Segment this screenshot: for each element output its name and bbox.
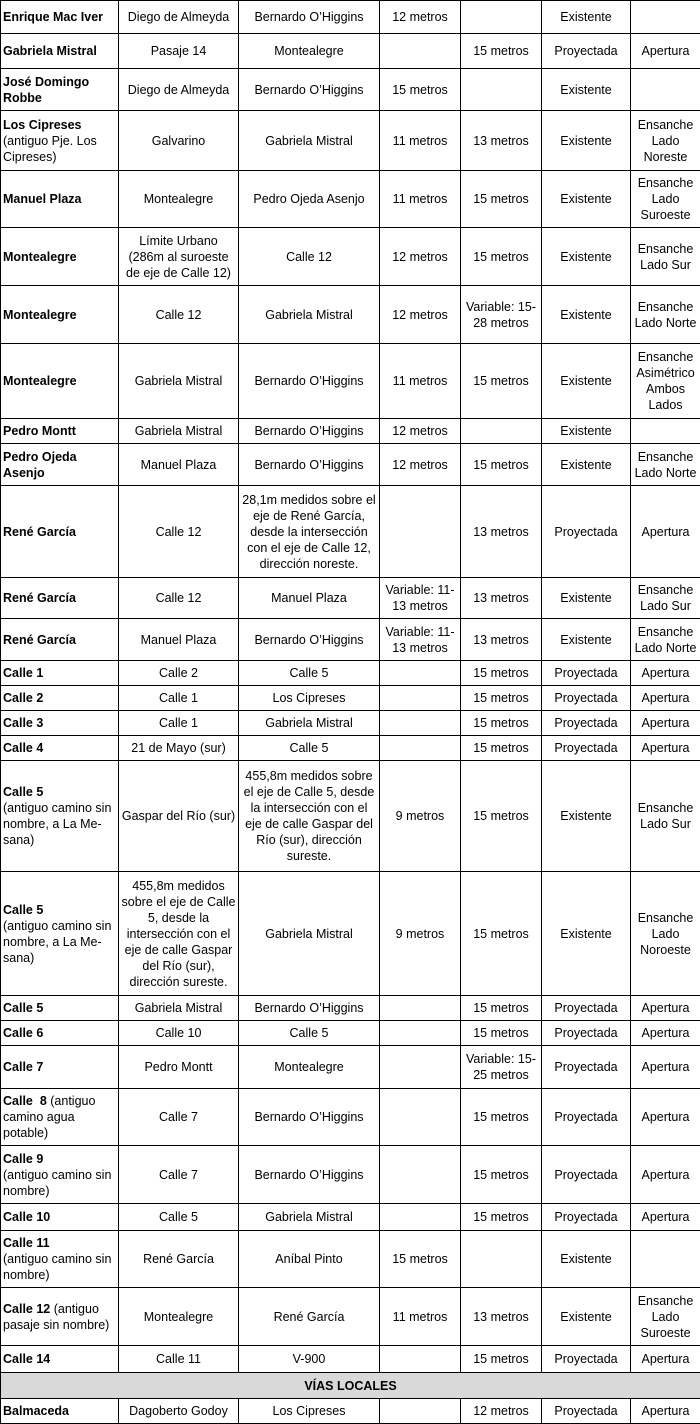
from-cell: René García (119, 1231, 239, 1288)
current-width-cell: 12 metros (380, 444, 461, 486)
type-cell (631, 1231, 700, 1288)
street-name: Calle 4 (3, 741, 43, 755)
current-width-cell (380, 736, 461, 761)
table-row (1, 1399, 700, 1424)
street-name: Calle 6 (3, 1026, 43, 1040)
street-name: Los Cipreses (3, 118, 82, 132)
current-width-cell: 12 metros (380, 419, 461, 444)
from-cell: Gabriela Mistral (119, 344, 239, 419)
street-name: Calle 10 (3, 1210, 50, 1224)
current-width-cell: 15 metros (380, 1231, 461, 1288)
street-name-cell (1, 686, 119, 711)
type-cell: Ensanche Lado Sur (631, 228, 700, 286)
type-cell: Ensanche Lado Noreste (631, 111, 700, 171)
status-cell: Proyectada (542, 1399, 631, 1424)
street-name: Calle 14 (3, 1352, 50, 1366)
street-name-cell (1, 1021, 119, 1046)
type-cell: Ensanche Lado Sur (631, 578, 700, 619)
type-cell: Ensanche Lado Norte (631, 619, 700, 661)
street-note: (antiguo camino sin nombre) (3, 1252, 111, 1282)
street-name-cell (1, 286, 119, 344)
table-row (1, 344, 700, 419)
table-row (1, 111, 700, 171)
table-row (1, 711, 700, 736)
from-cell: Calle 2 (119, 661, 239, 686)
type-cell: Apertura (631, 486, 700, 578)
current-width-cell: 11 metros (380, 171, 461, 228)
table-row (1, 419, 700, 444)
street-name: Calle 3 (3, 716, 43, 730)
street-name: Enrique Mac Iver (3, 10, 103, 24)
type-cell: Apertura (631, 686, 700, 711)
from-cell: Diego de Almeyda (119, 69, 239, 111)
status-cell: Proyectada (542, 996, 631, 1021)
from-cell: Montealegre (119, 1288, 239, 1346)
from-cell: Calle 1 (119, 711, 239, 736)
table-row (1, 1346, 700, 1373)
street-name-cell (1, 736, 119, 761)
street-name: Manuel Plaza (3, 192, 82, 206)
from-cell: 21 de Mayo (sur) (119, 736, 239, 761)
from-cell: Gaspar del Río (sur) (119, 761, 239, 872)
projected-width-cell (461, 1231, 542, 1288)
to-cell: Bernardo O’Higgins (239, 996, 380, 1021)
table-row (1, 1204, 700, 1231)
current-width-cell (380, 1204, 461, 1231)
table-row (1, 1146, 700, 1204)
type-cell: Apertura (631, 1399, 700, 1424)
projected-width-cell: 15 metros (461, 661, 542, 686)
projected-width-cell: 15 metros (461, 1021, 542, 1046)
from-cell: Calle 1 (119, 686, 239, 711)
type-cell: Ensanche Lado Norte (631, 444, 700, 486)
current-width-cell: 9 metros (380, 761, 461, 872)
street-name-cell (1, 1231, 119, 1288)
projected-width-cell: 15 metros (461, 444, 542, 486)
projected-width-cell: 15 metros (461, 1204, 542, 1231)
street-note: (antiguo Pje. Los Cipreses) (3, 134, 97, 164)
to-cell: Calle 5 (239, 661, 380, 686)
projected-width-cell: 13 metros (461, 486, 542, 578)
street-name: José Domingo Robbe (3, 75, 93, 105)
from-cell: Pedro Montt (119, 1046, 239, 1089)
status-cell: Proyectada (542, 1146, 631, 1204)
current-width-cell: 12 metros (380, 286, 461, 344)
projected-width-cell: 15 metros (461, 344, 542, 419)
street-name-cell (1, 444, 119, 486)
current-width-cell (380, 661, 461, 686)
projected-width-cell: 15 metros (461, 171, 542, 228)
from-cell: Calle 12 (119, 286, 239, 344)
street-name: Gabriela Mistral (3, 44, 97, 58)
table-row (1, 661, 700, 686)
status-cell: Proyectada (542, 1021, 631, 1046)
projected-width-cell: 15 metros (461, 872, 542, 996)
status-cell: Existente (542, 1288, 631, 1346)
to-cell: V-900 (239, 1346, 380, 1373)
from-cell: Manuel Plaza (119, 444, 239, 486)
table-row (1, 69, 700, 111)
street-name: Calle 1 (3, 666, 43, 680)
current-width-cell (380, 1346, 461, 1373)
street-name-cell (1, 111, 119, 171)
status-cell: Existente (542, 578, 631, 619)
street-name: Montealegre (3, 374, 77, 388)
street-name-cell (1, 344, 119, 419)
type-cell: Apertura (631, 736, 700, 761)
status-cell: Existente (542, 1, 631, 34)
projected-width-cell: 15 metros (461, 761, 542, 872)
type-cell: Apertura (631, 1204, 700, 1231)
current-width-cell (380, 1146, 461, 1204)
current-width-cell: Variable: 11-13 metros (380, 578, 461, 619)
street-name-cell (1, 171, 119, 228)
table-row (1, 286, 700, 344)
projected-width-cell: 15 metros (461, 1346, 542, 1373)
projected-width-cell (461, 69, 542, 111)
street-name-cell (1, 1204, 119, 1231)
type-cell: Apertura (631, 996, 700, 1021)
status-cell: Existente (542, 761, 631, 872)
type-cell: Apertura (631, 1089, 700, 1146)
from-cell: Calle 12 (119, 578, 239, 619)
status-cell: Existente (542, 619, 631, 661)
status-cell: Existente (542, 1231, 631, 1288)
table-row (1, 761, 700, 872)
table-row (1, 1231, 700, 1288)
to-cell: Gabriela Mistral (239, 286, 380, 344)
from-cell: Manuel Plaza (119, 619, 239, 661)
to-cell: Calle 12 (239, 228, 380, 286)
current-width-cell: 9 metros (380, 872, 461, 996)
table-row (1, 34, 700, 69)
current-width-cell (380, 1021, 461, 1046)
from-cell: Calle 5 (119, 1204, 239, 1231)
status-cell: Existente (542, 344, 631, 419)
section-row (1, 1373, 700, 1399)
from-cell: Calle 11 (119, 1346, 239, 1373)
type-cell: Ensanche Lado Noroeste (631, 872, 700, 996)
street-name: Balmaceda (3, 1404, 69, 1418)
current-width-cell (380, 711, 461, 736)
projected-width-cell: Variable: 15-25 metros (461, 1046, 542, 1089)
street-name: Calle 2 (3, 691, 43, 705)
status-cell: Proyectada (542, 686, 631, 711)
type-cell: Ensanche Lado Suroeste (631, 171, 700, 228)
to-cell: Los Cipreses (239, 686, 380, 711)
status-cell: Proyectada (542, 34, 631, 69)
street-note: (antiguo pasaje sin nombre) (3, 1302, 109, 1332)
current-width-cell (380, 996, 461, 1021)
current-width-cell: 12 metros (380, 1, 461, 34)
to-cell: 455,8m medidos sobre el eje de Calle 5, desde la intersección con el eje de calle Gaspar del Río (sur), dirección sureste. (239, 761, 380, 872)
current-width-cell: 15 metros (380, 69, 461, 111)
table-row (1, 736, 700, 761)
to-cell: Gabriela Mistral (239, 1204, 380, 1231)
status-cell: Existente (542, 111, 631, 171)
to-cell: Pedro Ojeda Asenjo (239, 171, 380, 228)
projected-width-cell: 15 metros (461, 1146, 542, 1204)
status-cell: Existente (542, 228, 631, 286)
current-width-cell (380, 1089, 461, 1146)
to-cell: Manuel Plaza (239, 578, 380, 619)
street-name: Calle 5 (3, 785, 43, 799)
from-cell: Calle 7 (119, 1089, 239, 1146)
current-width-cell (380, 34, 461, 69)
street-name-cell (1, 996, 119, 1021)
status-cell: Existente (542, 872, 631, 996)
to-cell: Bernardo O’Higgins (239, 69, 380, 111)
current-width-cell: Variable: 11-13 metros (380, 619, 461, 661)
projected-width-cell: 15 metros (461, 1089, 542, 1146)
projected-width-cell: Variable: 15-28 metros (461, 286, 542, 344)
street-name: Calle 5 (3, 1001, 43, 1015)
status-cell: Proyectada (542, 711, 631, 736)
status-cell: Proyectada (542, 486, 631, 578)
type-cell: Ensanche Lado Suroeste (631, 1288, 700, 1346)
from-cell: Calle 7 (119, 1146, 239, 1204)
status-cell: Proyectada (542, 1046, 631, 1089)
table-row (1, 1288, 700, 1346)
projected-width-cell: 15 metros (461, 34, 542, 69)
table-row (1, 1046, 700, 1089)
type-cell: Apertura (631, 661, 700, 686)
table-row (1, 1, 700, 34)
street-name: Calle 12 (3, 1302, 50, 1316)
street-name-cell (1, 761, 119, 872)
table-row (1, 1021, 700, 1046)
from-cell: Galvarino (119, 111, 239, 171)
street-name-cell (1, 1089, 119, 1146)
street-table-body (1, 1, 700, 1424)
to-cell: Bernardo O’Higgins (239, 1146, 380, 1204)
projected-width-cell: 13 metros (461, 619, 542, 661)
status-cell: Proyectada (542, 661, 631, 686)
type-cell: Ensanche Asimétrico Ambos Lados (631, 344, 700, 419)
street-note: (antiguo camino agua potable) (3, 1094, 95, 1140)
type-cell: Apertura (631, 711, 700, 736)
status-cell: Existente (542, 69, 631, 111)
projected-width-cell: 13 metros (461, 578, 542, 619)
projected-width-cell: 15 metros (461, 996, 542, 1021)
to-cell: Bernardo O’Higgins (239, 619, 380, 661)
to-cell: Bernardo O’Higgins (239, 344, 380, 419)
street-name-cell (1, 69, 119, 111)
street-name-cell (1, 1399, 119, 1424)
street-name: Pedro Montt (3, 424, 76, 438)
table-row (1, 872, 700, 996)
street-name: Pedro Ojeda Asenjo (3, 450, 80, 480)
to-cell: Bernardo O’Higgins (239, 1, 380, 34)
to-cell: Gabriela Mistral (239, 872, 380, 996)
street-name: Montealegre (3, 250, 77, 264)
table-row (1, 996, 700, 1021)
from-cell: Gabriela Mistral (119, 996, 239, 1021)
street-name: Calle 8 (3, 1094, 47, 1108)
street-name-cell (1, 1046, 119, 1089)
table-row (1, 171, 700, 228)
type-cell (631, 69, 700, 111)
table-row (1, 686, 700, 711)
projected-width-cell: 15 metros (461, 228, 542, 286)
status-cell: Proyectada (542, 1089, 631, 1146)
street-name-cell (1, 578, 119, 619)
projected-width-cell: 15 metros (461, 736, 542, 761)
projected-width-cell: 15 metros (461, 711, 542, 736)
from-cell: Pasaje 14 (119, 34, 239, 69)
to-cell: Los Cipreses (239, 1399, 380, 1424)
type-cell (631, 1, 700, 34)
current-width-cell (380, 486, 461, 578)
street-name-cell (1, 872, 119, 996)
street-name-cell (1, 1, 119, 34)
to-cell: 28,1m medidos sobre el eje de René García, desde la intersección con el eje de Calle 12, dirección noreste. (239, 486, 380, 578)
type-cell: Apertura (631, 1346, 700, 1373)
status-cell: Existente (542, 444, 631, 486)
from-cell: Calle 10 (119, 1021, 239, 1046)
type-cell: Apertura (631, 1046, 700, 1089)
to-cell: Gabriela Mistral (239, 111, 380, 171)
current-width-cell (380, 1399, 461, 1424)
status-cell: Existente (542, 286, 631, 344)
current-width-cell: 12 metros (380, 228, 461, 286)
to-cell: Calle 5 (239, 736, 380, 761)
current-width-cell: 11 metros (380, 1288, 461, 1346)
table-row (1, 444, 700, 486)
current-width-cell: 11 metros (380, 111, 461, 171)
from-cell: Calle 12 (119, 486, 239, 578)
street-name-cell (1, 1146, 119, 1204)
street-name-cell (1, 486, 119, 578)
status-cell: Proyectada (542, 1204, 631, 1231)
street-name-cell (1, 661, 119, 686)
to-cell: Bernardo O’Higgins (239, 419, 380, 444)
street-name: Calle 7 (3, 1060, 43, 1074)
street-note: (antiguo camino sin nombre, a La Me-sana) (3, 801, 111, 847)
street-name: René García (3, 633, 76, 647)
table-row (1, 1089, 700, 1146)
type-cell: Apertura (631, 1021, 700, 1046)
street-name-cell (1, 419, 119, 444)
to-cell: Aníbal Pinto (239, 1231, 380, 1288)
projected-width-cell: 15 metros (461, 686, 542, 711)
street-name: René García (3, 591, 76, 605)
table-row (1, 578, 700, 619)
street-name: Calle 5 (3, 903, 43, 917)
from-cell: 455,8m medidos sobre el eje de Calle 5, desde la intersección con el eje de calle Gaspar del Río (sur), dirección sureste. (119, 872, 239, 996)
street-note: (antiguo camino sin nombre) (3, 1168, 111, 1198)
status-cell: Proyectada (542, 1346, 631, 1373)
status-cell: Proyectada (542, 736, 631, 761)
table-row (1, 486, 700, 578)
section-header: VÍAS LOCALES (1, 1373, 700, 1399)
table-row (1, 228, 700, 286)
current-width-cell (380, 1046, 461, 1089)
projected-width-cell (461, 1, 542, 34)
to-cell: Montealegre (239, 34, 380, 69)
to-cell: Bernardo O’Higgins (239, 444, 380, 486)
street-note: (antiguo camino sin nombre, a La Me-sana) (3, 919, 111, 965)
street-name-cell (1, 1288, 119, 1346)
from-cell: Dagoberto Godoy (119, 1399, 239, 1424)
type-cell: Ensanche Lado Norte (631, 286, 700, 344)
street-name: René García (3, 525, 76, 539)
status-cell: Existente (542, 171, 631, 228)
from-cell: Gabriela Mistral (119, 419, 239, 444)
type-cell: Apertura (631, 1146, 700, 1204)
to-cell: Bernardo O’Higgins (239, 1089, 380, 1146)
type-cell: Ensanche Lado Sur (631, 761, 700, 872)
projected-width-cell: 13 metros (461, 1288, 542, 1346)
type-cell: Apertura (631, 34, 700, 69)
current-width-cell: 11 metros (380, 344, 461, 419)
status-cell: Existente (542, 419, 631, 444)
street-name-cell (1, 1346, 119, 1373)
street-name-cell (1, 711, 119, 736)
street-name: Calle 11 (3, 1236, 50, 1250)
projected-width-cell: 12 metros (461, 1399, 542, 1424)
street-name: Calle 9 (3, 1152, 43, 1166)
to-cell: Gabriela Mistral (239, 711, 380, 736)
street-name: Montealegre (3, 308, 77, 322)
to-cell: Calle 5 (239, 1021, 380, 1046)
table-row (1, 619, 700, 661)
current-width-cell (380, 686, 461, 711)
street-name-cell (1, 619, 119, 661)
type-cell (631, 419, 700, 444)
projected-width-cell: 13 metros (461, 111, 542, 171)
to-cell: René García (239, 1288, 380, 1346)
from-cell: Diego de Almeyda (119, 1, 239, 34)
from-cell: Montealegre (119, 171, 239, 228)
projected-width-cell (461, 419, 542, 444)
to-cell: Montealegre (239, 1046, 380, 1089)
street-name-cell (1, 228, 119, 286)
street-name-cell (1, 34, 119, 69)
from-cell: Límite Urbano (286m al suroeste de eje de Calle 12) (119, 228, 239, 286)
